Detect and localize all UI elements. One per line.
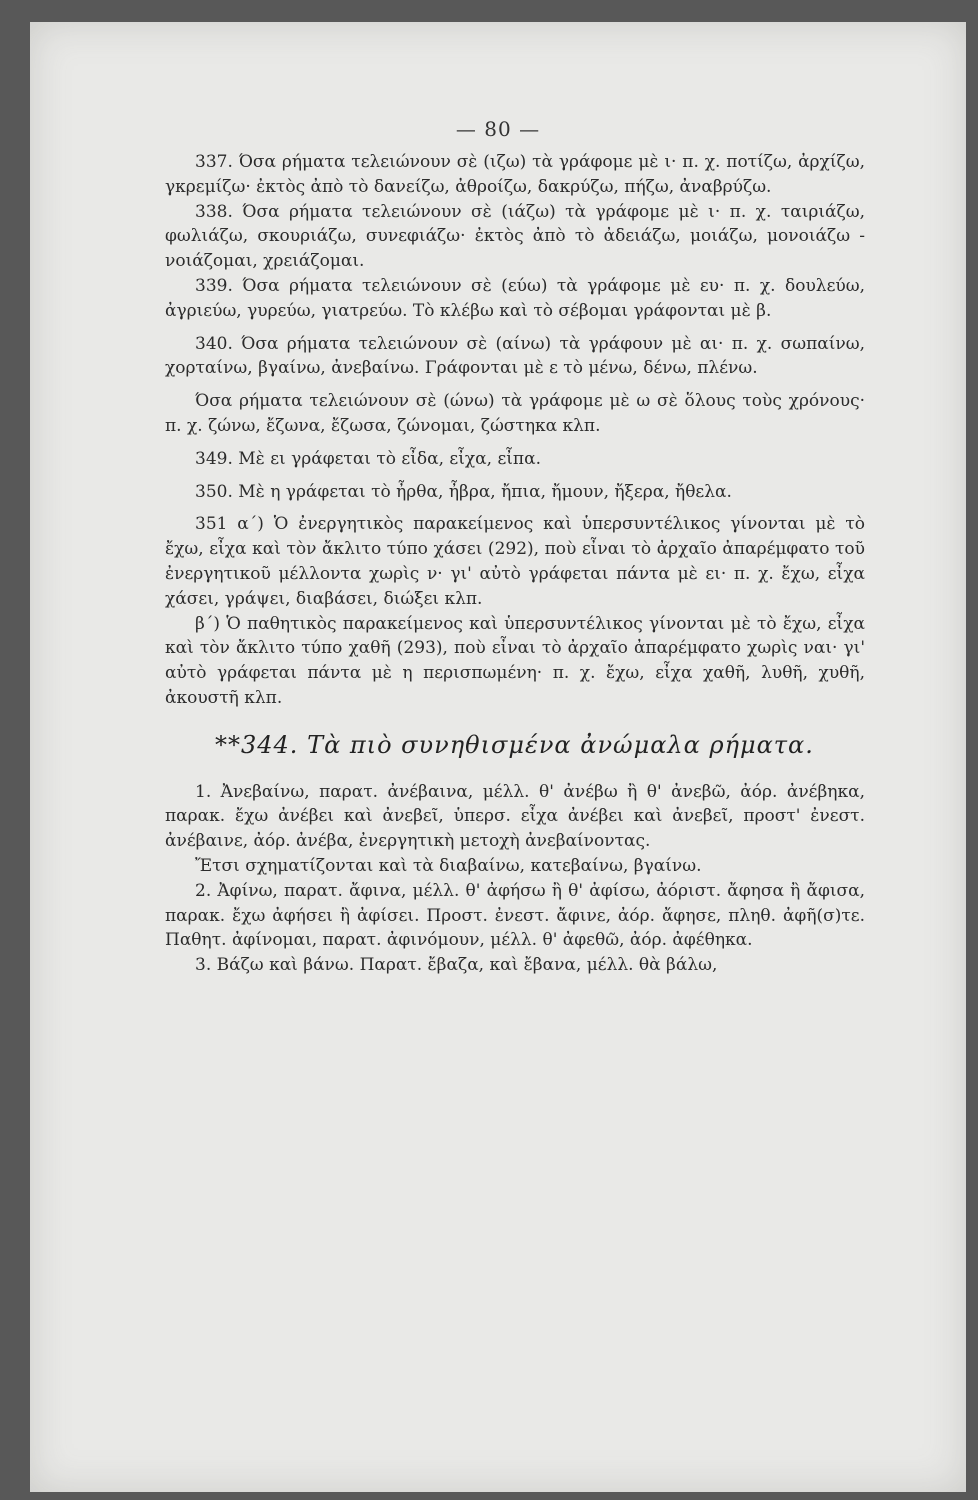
paragraph-340: 340. Όσα ρήματα τελειώνουν σὲ (αίνω) τὰ γράφουν μὲ αι· π. χ. σωπαίνω, χορταίνω, βγαίνω, ἀνεβαίνω. Γράφονται μὲ ε τὸ μένω, δένω, πλένω. <box>165 333 865 379</box>
paragraph-339: 339. Όσα ρήματα τελειώνουν σὲ (εύω) τὰ γράφομε μὲ ευ· π. χ. δουλεύω, ἀγριεύω, γυρεύω, γιατρεύω. Τὸ κλέβω καὶ τὸ σέβομαι γράφονται μὲ β. <box>165 275 865 321</box>
book-page <box>30 22 966 1492</box>
page-text <box>165 150 865 978</box>
page-number: — 80 — <box>455 117 541 141</box>
paragraph-ono-verbs: Όσα ρήματα τελειώνουν σὲ (ώνω) τὰ γράφομε μὲ ω σὲ ὅλους τοὺς χρόνους· π. χ. ζώνω, ἔζωνα, ἔζωσα, ζώνομαι, ζώστηκα κλπ. <box>165 391 865 436</box>
entry-2: 2. Ἀφίνω, παρατ. ἄφινα, μέλλ. θ' ἀφήσω ἢ θ' ἀφίσω, ἀόριστ. ἄφησα ἢ ἄφισα, παρακ. ἔχω ἀφήσει ἢ ἀφίσει. Προστ. ἐνεστ. ἄφινε, ἀόρ. ἄφησε, πληθ. ἀφῆ(σ)τε. Παθητ. ἀφίνομαι, παρατ. ἀφινόμουν, μέλλ. θ' ἀφεθῶ, ἀόρ. ἀφέθηκα. <box>165 880 865 951</box>
paragraph-337: 337. Όσα ρήματα τελειώνουν σὲ (ιζω) τὰ γράφομε μὲ ι· π. χ. ποτίζω, ἀρχίζω, γκρεμίζω· ἐκτὸς ἀπὸ τὸ δανείζω, ἀθροίζω, δακρύζω, πήζω, ἀναβρύζω. <box>165 152 865 197</box>
section-heading: **344. Τὰ πιὸ συνηθισμένα ἀνώμαλα ρήματα. <box>215 730 814 759</box>
paragraph-351b: β΄) Ὁ παθητικὸς παρακείμενος καὶ ὑπερσυντέλικος γίνονται μὲ τὸ ἔχω, εἶχα καὶ τὸν ἄκλιτο τύπο χαθῆ (293), ποὺ εἶναι τὸ ἀρχαῖο ἀπαρέμφατο χωρὶς ναι· γι' αὐτὸ γράφεται πάντα μὲ η περισπωμένη· π. χ. ἔχω, εἶχα χαθῆ, λυθῆ, χυθῆ, ἀκουστῆ κλπ. <box>165 613 865 708</box>
entry-note: Ἔτσι σχηματίζονται καὶ τὰ διαβαίνω, κατεβαίνω, βγαίνω. <box>195 855 702 876</box>
entry-3: 3. Βάζω καὶ βάνω. Παρατ. ἔβαζα, καὶ ἔβανα, μέλλ. θὰ βάλω, <box>195 955 718 976</box>
paragraph-351a: 351 α΄) Ὁ ἐνεργητικὸς παρακείμενος καὶ ὑπερσυντέλικος γίνονται μὲ τὸ ἔχω, εἶχα καὶ τὸν ἄκλιτο τύπο χάσει (292), ποὺ εἶναι τὸ ἀρχαῖο ἀπαρέμφατο τοῦ ἐνεργητικοῦ μέλλοντα χωρὶς ν· γι' αὐτὸ γράφεται πάντα μὲ ει· π. χ. ἔχω, εἶχα χάσει, γράψει, διαβάσει, διώξει κλπ. <box>165 514 865 609</box>
paragraph-338: 338. Όσα ρήματα τελειώνουν σὲ (ιάζω) τὰ γράφομε μὲ ι· π. χ. ταιριάζω, φωλιάζω, σκουριάζω, συνεφιάζω· ἐκτὸς ἀπὸ τὸ ἀδειάζω, μοιάζω, μονοιάζω - νοιάζομαι, χρειάζομαι. <box>165 201 865 272</box>
paragraph-350: 350. Μὲ η γράφεται τὸ ἦρθα, ἦβρα, ἤπια, ἤμουν, ἤξερα, ἤθελα. <box>195 481 732 502</box>
entry-1: 1. Ἀνεβαίνω, παρατ. ἀνέβαινα, μέλλ. θ' ἀνέβω ἢ θ' ἀνεβῶ, ἀόρ. ἀνέβηκα, παρακ. ἔχω ἀνέβει καὶ ἀνεβεῖ, ὑπερσ. εἶχα ἀνέβει καὶ ἀνεβεῖ, προστ' ἐνεστ. ἀνέβαινε, ἀόρ. ἀνέβα, ἐνεργητικὴ μετοχὴ ἀνεβαίνοντας. <box>165 781 865 852</box>
paragraph-349: 349. Μὲ ει γράφεται τὸ εἶδα, εἶχα, εἶπα. <box>195 448 541 469</box>
